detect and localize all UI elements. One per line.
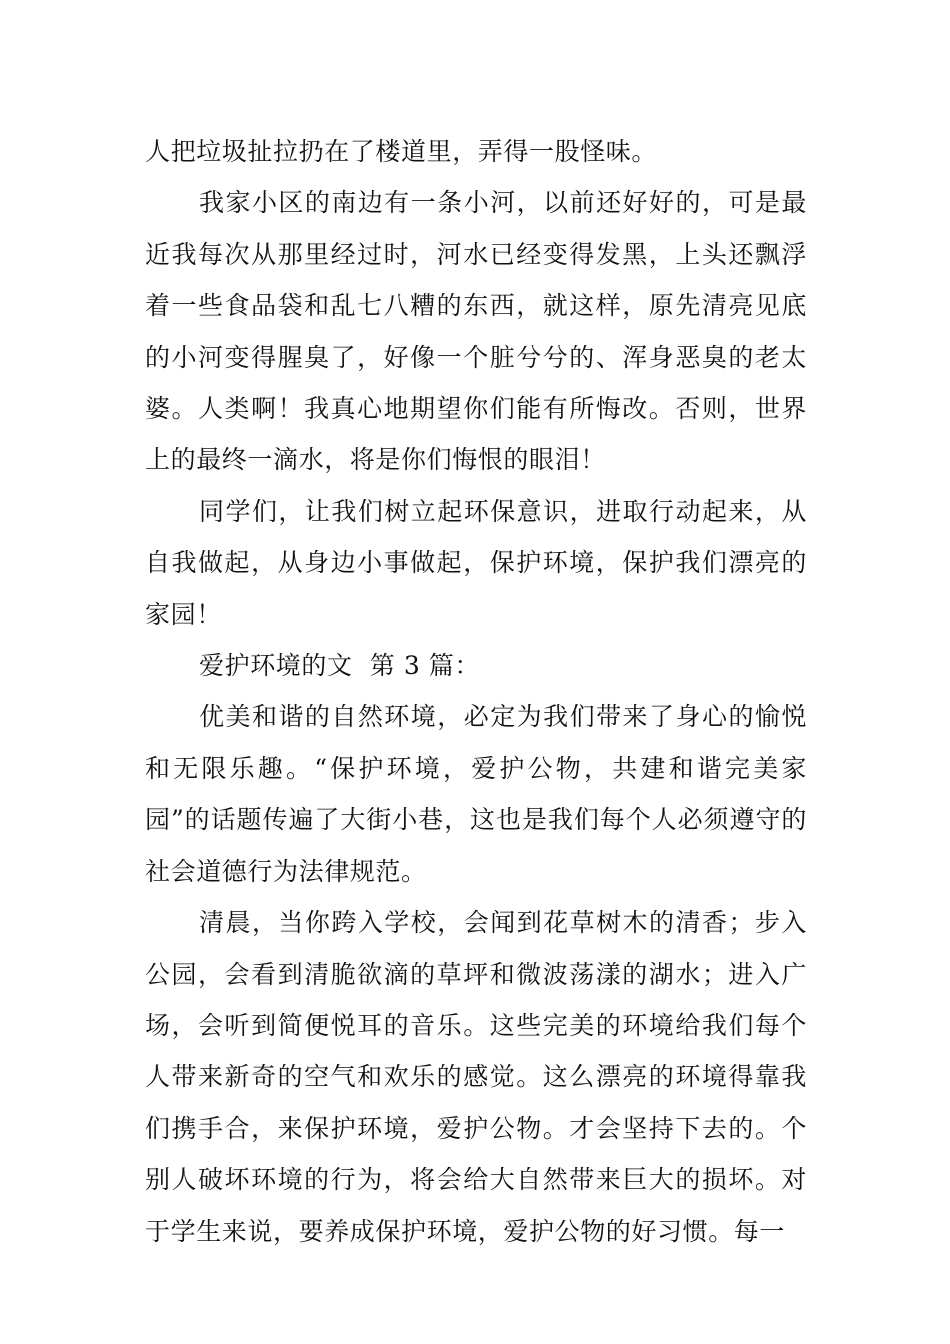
paragraph-harmony: 优美和谐的自然环境，必定为我们带来了身心的愉悦和无限乐趣。“保护环境，爱护公物，共建和谐完美家园”的话题传遍了大街小巷，这也是我们每个人必须遵守的社会道德行为法律规范。 xyxy=(145,702,807,886)
section-heading: 爱护环境的文 第 3 篇： xyxy=(199,651,481,681)
paragraph-call-to-action: 同学们，让我们树立起环保意识，进取行动起来，从自我做起，从身边小事做起，保护环境，保护我们漂亮的家园！ xyxy=(145,496,807,629)
document-page xyxy=(145,126,807,1257)
paragraph-continuation: 人把垃圾扯拉扔在了楼道里，弄得一股怪味。 xyxy=(145,137,658,166)
paragraph-morning: 清晨，当你跨入学校，会闻到花草树木的清香；步入公园，会看到清脆欲滴的草坪和微波荡漾的湖水；进入广场，会听到简便悦耳的音乐。这些完美的环境给我们每个人带来新奇的空气和欢乐的感觉。这么漂亮的环境得靠我们携手合，来保护环境，爱护公物。才会坚持下去的。个别人破坏环境的行为，将会给大自然带来巨大的损坏。对于学生来说，要养成保护环境，爱护公物的好习惯。每一 xyxy=(145,908,807,1246)
paragraph-river: 我家小区的南边有一条小河，以前还好好的，可是最近我每次从那里经过时，河水已经变得发黑，上头还飘浮着一些食品袋和乱七八糟的东西，就这样，原先清亮见底的小河变得腥臭了，好像一个脏兮兮的、浑身恶臭的老太婆。人类啊！我真心地期望你们能有所悔改。否则，世界上的最终一滴水，将是你们悔恨的眼泪！ xyxy=(145,188,807,475)
